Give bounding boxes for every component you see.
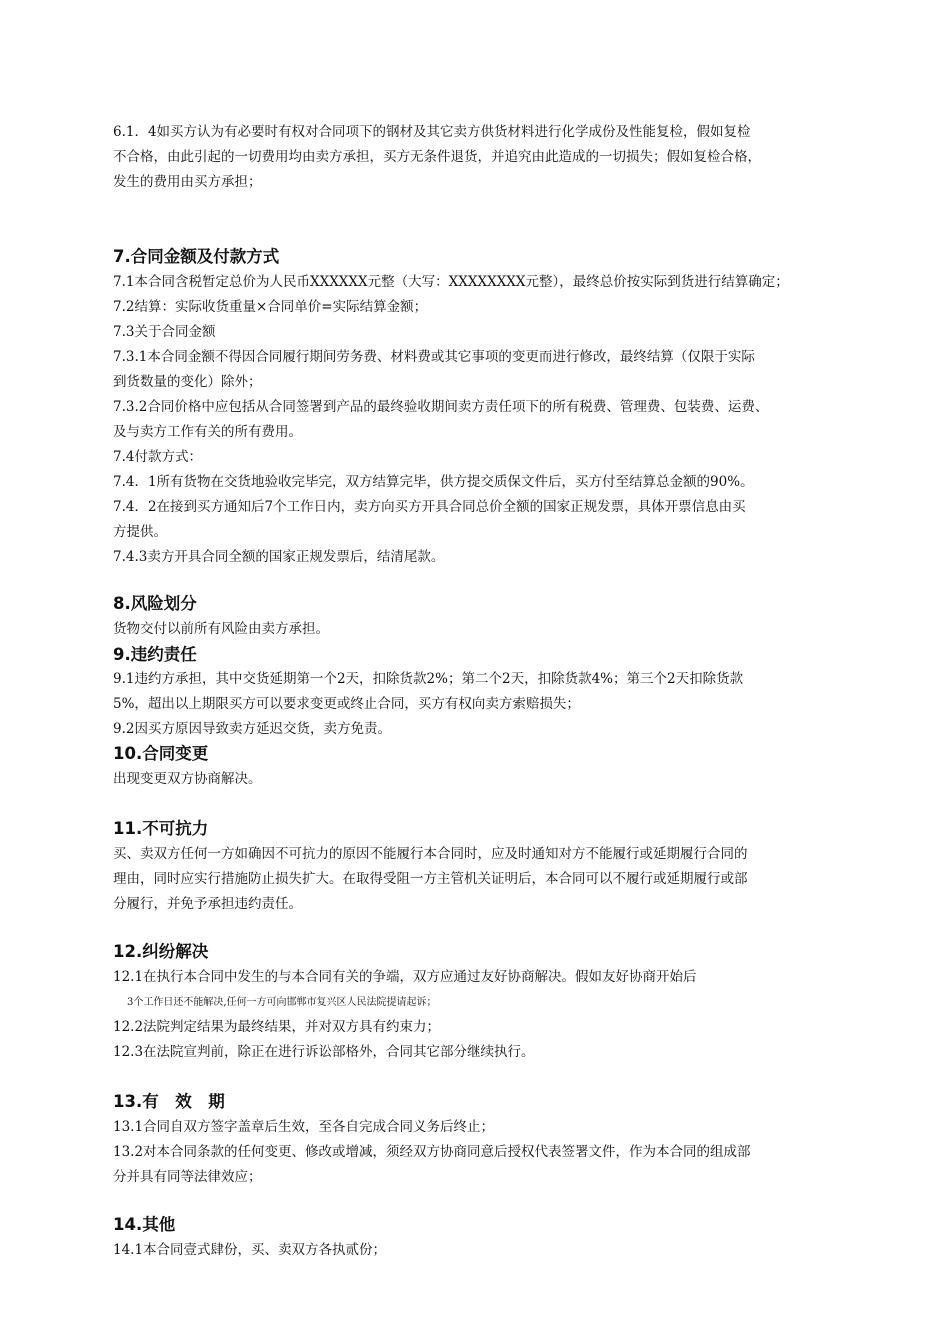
section-body-9	[113, 667, 883, 742]
section-heading-8: 8.风险划分	[113, 594, 197, 613]
text-line: 7.3关于合同金额	[113, 324, 216, 340]
section-heading-14: 14.其他	[113, 1215, 176, 1234]
section-heading-10: 10.合同变更	[113, 744, 209, 763]
text-line: 方提供。	[113, 524, 167, 540]
text-line: 3个工作日还不能解决,任何一方可向邯郸市复兴区人民法院提请起诉；	[127, 997, 437, 1008]
section-heading-7: 7.合同金额及付款方式	[113, 247, 280, 266]
text-line: 7.4付款方式：	[113, 449, 202, 465]
section-body-12	[113, 965, 883, 1065]
text-line: 及与卖方工作有关的所有费用。	[113, 424, 302, 440]
text-line: 7.4．1所有货物在交货地验收完毕完，双方结算完毕，供方提交质保文件后，买方付至结算总金额的90%。	[113, 474, 754, 490]
text-line: 7.3.2合同价格中应包括从合同签署到产品的最终验收期间卖方责任项下的所有税费、管理费、包装费、运费、	[113, 399, 769, 415]
text-line: 理由，同时应实行措施防止损失扩大。在取得受阻一方主管机关证明后，本合同可以不履行或延期履行或部	[113, 871, 748, 887]
text-line: 不合格，由此引起的一切费用均由卖方承担，买方无条件退货，并追究由此造成的一切损失；假如复检合格，	[113, 149, 761, 165]
text-line: 12.2法院判定结果为最终结果，并对双方具有约束力；	[113, 1019, 441, 1035]
section-body-10	[113, 767, 883, 792]
text-line: 7.1本合同含税暂定总价为人民币XXXXXX元整（大写：XXXXXXXX元整），最终总价按实际到货进行结算确定；	[113, 274, 789, 290]
intro-paragraph	[113, 120, 883, 195]
text-line: 13.2对本合同条款的任何变更、修改或增减，须经双方协商同意后授权代表签署文件，作为本合同的组成部	[113, 1144, 751, 1160]
text-line: 9.2因买方原因导致卖方延迟交货，卖方免责。	[113, 721, 391, 737]
section-body-13	[113, 1115, 883, 1190]
text-line: 7.3.1本合同金额不得因合同履行期间劳务费、材料费或其它事项的变更而进行修改，最终结算（仅限于实际	[113, 349, 755, 365]
section-body-11	[113, 842, 883, 917]
text-line: 12.3在法院宣判前，除正在进行诉讼部格外，合同其它部分继续执行。	[113, 1044, 535, 1060]
text-line: 12.1在执行本合同中发生的与本合同有关的争端，双方应通过友好协商解决。假如友好协商开始后	[113, 969, 697, 985]
section-body-14	[113, 1238, 883, 1263]
text-line: 发生的费用由买方承担；	[113, 174, 262, 190]
text-line: 分履行，并免予承担违约责任。	[113, 896, 302, 912]
text-line: 13.1合同自双方签字盖章后生效，至各自完成合同义务后终止；	[113, 1119, 495, 1135]
text-line: 到货数量的变化）除外；	[113, 374, 262, 390]
text-line: 买、卖双方任何一方如确因不可抗力的原因不能履行本合同时，应及时通知对方不能履行或延期履行合同的	[113, 846, 748, 862]
section-heading-9: 9.违约责任	[113, 645, 197, 664]
text-line: 9.1违约方承担，其中交货延期第一个2天，扣除货款2%；第二个2天，扣除货款4%；第三个2天扣除货款	[113, 671, 744, 687]
text-line: 7.2结算：实际收货重量×合同单价=实际结算金额；	[113, 299, 428, 315]
text-line: 5%，超出以上期限买方可以要求变更或终止合同，买方有权向卖方索赔损失；	[113, 696, 580, 712]
text-line: 分并具有同等法律效应；	[113, 1169, 262, 1185]
section-heading-12: 12.纠纷解决	[113, 942, 209, 961]
text-line: 6.1．4如买方认为有必要时有权对合同项下的钢材及其它卖方供货材料进行化学成份及性能复检，假如复检	[113, 124, 751, 140]
text-line: 7.4.3卖方开具合同全额的国家正规发票后，结清尾款。	[113, 549, 445, 565]
section-heading-13: 13.有 效 期	[113, 1092, 225, 1111]
section-body-7	[113, 270, 883, 570]
text-line: 7.4．2在接到买方通知后7个工作日内，卖方向买方开具合同总价全额的国家正规发票，具体开票信息由买	[113, 499, 746, 515]
section-body-8	[113, 617, 883, 642]
text-line: 14.1本合同壹式肆份，买、卖双方各执贰份；	[113, 1242, 387, 1258]
text-line: 货物交付以前所有风险由卖方承担。	[113, 621, 329, 637]
text-line: 出现变更双方协商解决。	[113, 771, 262, 787]
section-heading-11: 11.不可抗力	[113, 819, 209, 838]
